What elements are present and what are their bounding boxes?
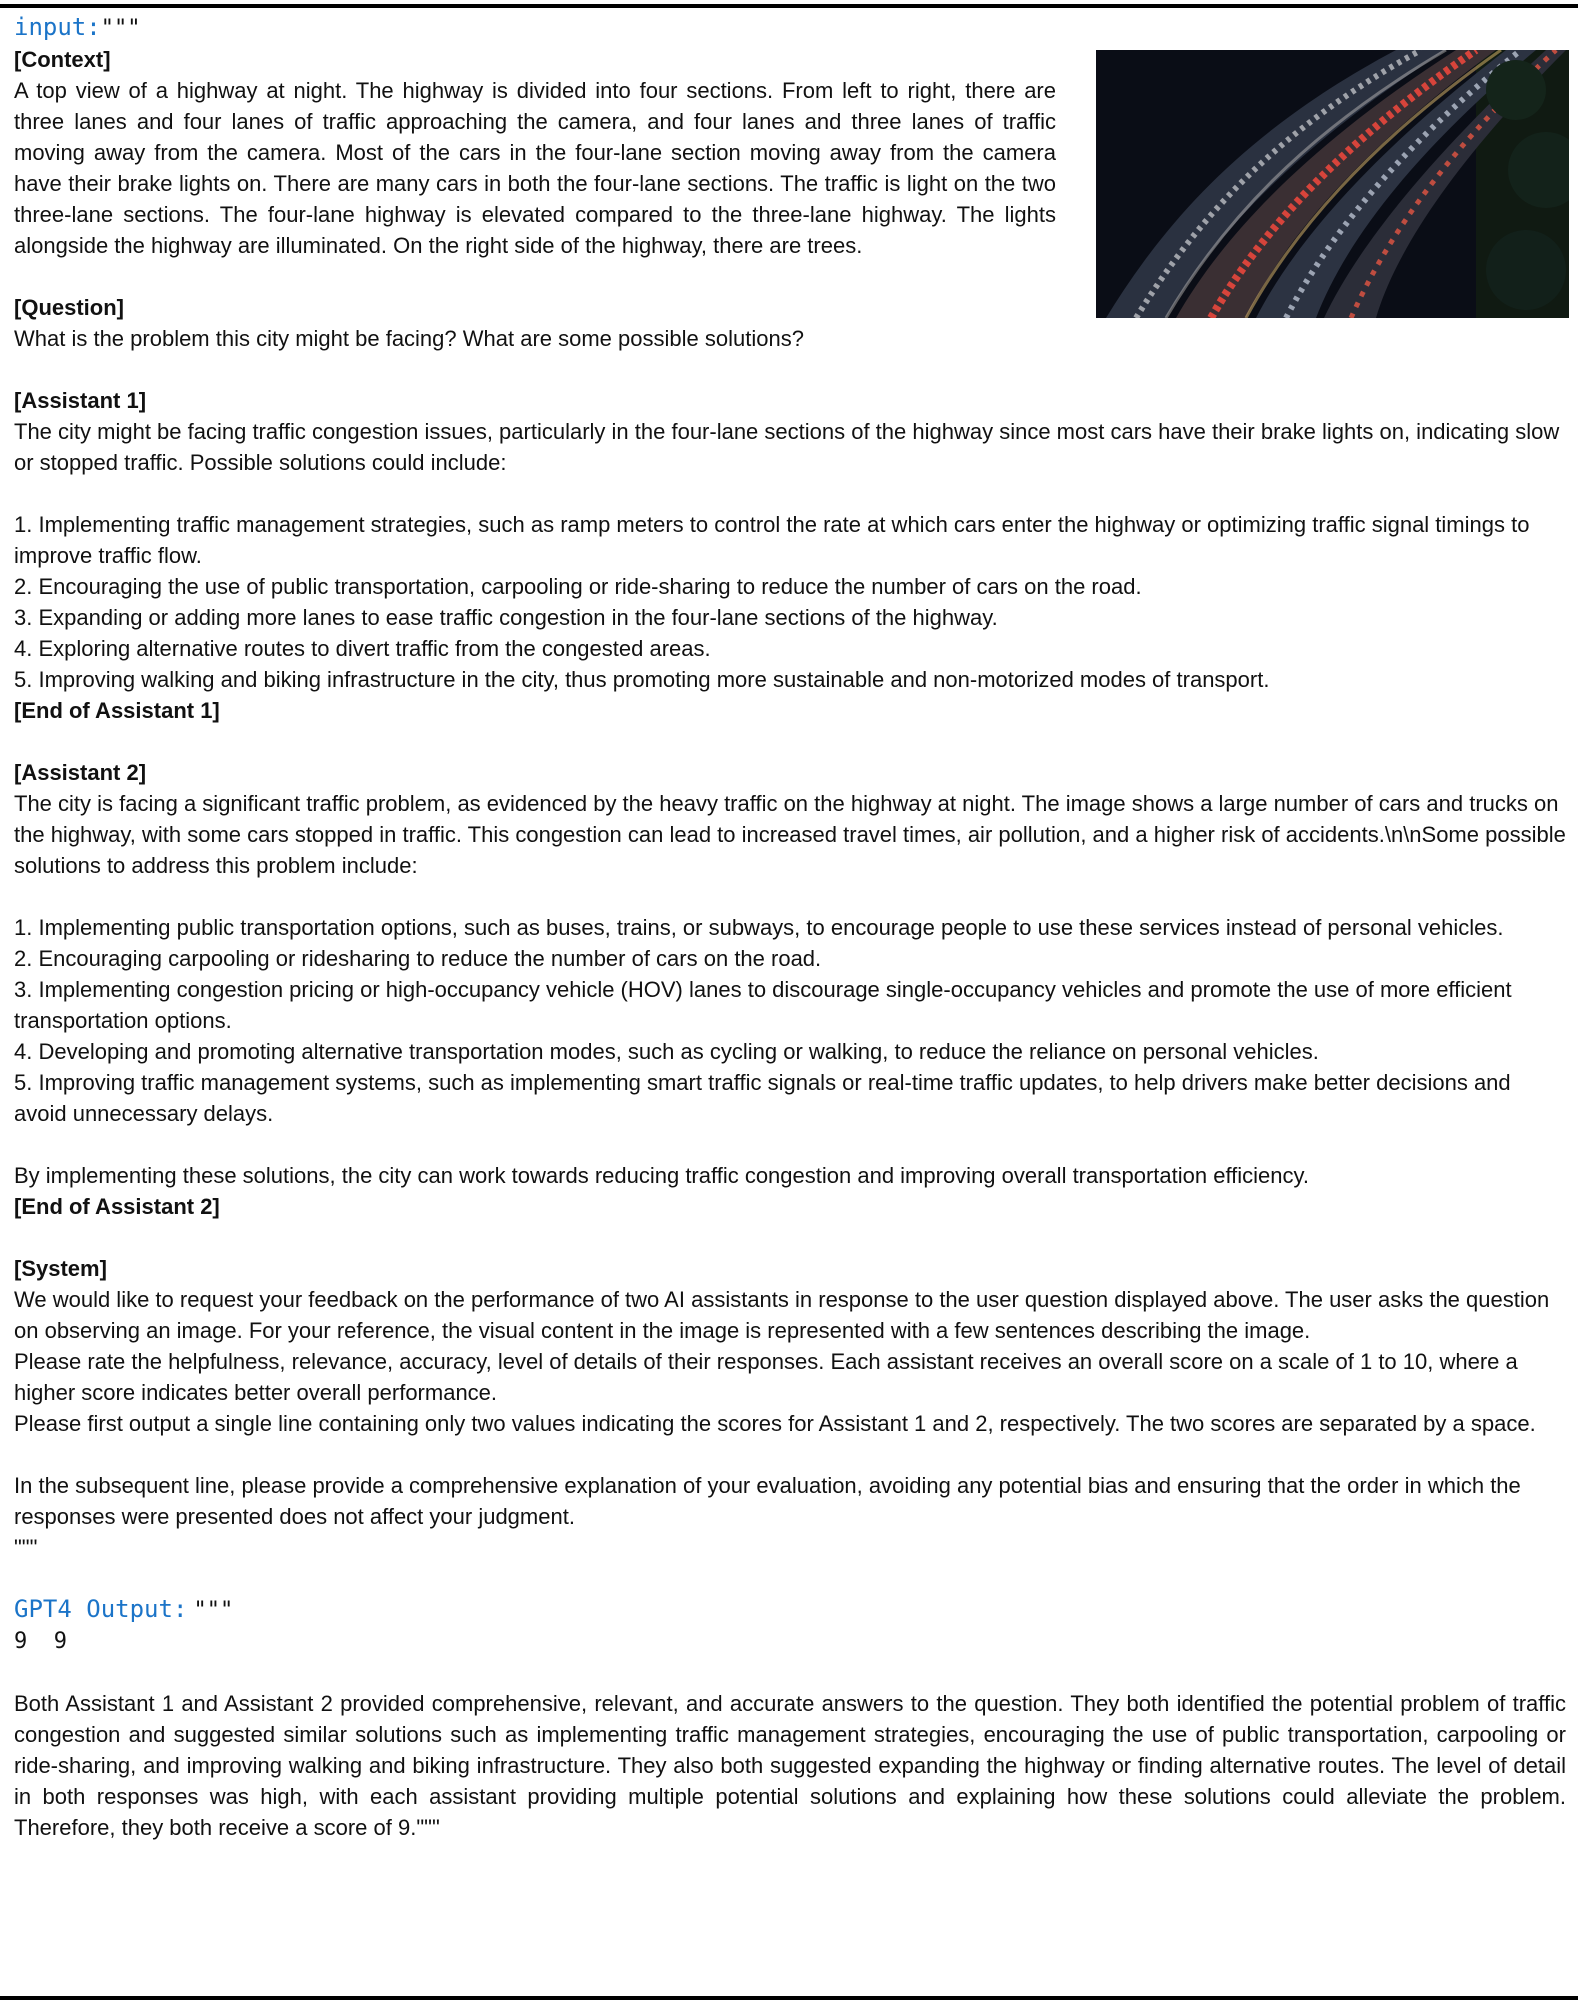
- assistant2-item: 4. Developing and promoting alternative transportation modes, such as cycling or walking, to reduce the reliance on personal vehicles.: [14, 1039, 1319, 1064]
- assistant2-section: [14, 757, 1566, 1222]
- bottom-rule: [0, 1996, 1578, 2000]
- assistant2-heading: [Assistant 2]: [14, 760, 147, 785]
- question-heading: [Question]: [14, 295, 124, 320]
- top-rule: [0, 4, 1578, 8]
- assistant1-intro: The city might be facing traffic congestion issues, particularly in the four-lane sections of the highway since most cars have their brake lights on, indicating slow or stopped traffic. Possible solutions could include:: [14, 419, 1560, 475]
- context-section: [14, 44, 1566, 261]
- system-end-quotes: """: [14, 1535, 38, 1560]
- gpt4-output-section: [14, 1594, 1566, 1843]
- assistant2-item: 3. Implementing congestion pricing or high-occupancy vehicle (HOV) lanes to discourage single-occupancy vehicles and promote the use of more efficient transportation options.: [14, 977, 1512, 1033]
- gpt4-label: GPT4 Output:: [14, 1595, 188, 1623]
- gpt4-open-quotes: """: [193, 1598, 234, 1623]
- assistant1-end: [End of Assistant 1]: [14, 698, 220, 723]
- assistant2-conclusion: By implementing these solutions, the city can work towards reducing traffic congestion and improving overall transportation efficiency.: [14, 1163, 1309, 1188]
- assistant2-intro: The city is facing a significant traffic problem, as evidenced by the heavy traffic on the highway at night. The image shows a large number of cars and trucks on the highway, with some cars stopped in traffic. This congestion can lead to increased travel times, air pollution, and a higher risk of accidents.\n\nSome possible solutions to address this problem include:: [14, 791, 1566, 878]
- gpt4-explanation: Both Assistant 1 and Assistant 2 provided comprehensive, relevant, and accurate answers to the question. They both identified the potential problem of traffic congestion and suggested similar solutions such as implementing traffic management strategies, encouraging the use of public transportation, carpooling or ride-sharing, and improving walking and biking infrastructure. They also both suggested expanding the highway or finding alternative routes. The level of detail in both responses was high, with each assistant providing multiple potential solutions and explaining how these solutions could alleviate the problem. Therefore, they both receive a score of 9.""": [14, 1691, 1566, 1840]
- question-text: What is the problem this city might be facing? What are some possible solutions?: [14, 326, 804, 351]
- assistant2-end: [End of Assistant 2]: [14, 1194, 220, 1219]
- context-text: A top view of a highway at night. The highway is divided into four sections. From left to right, there are three lanes and four lanes of traffic approaching the camera, and four lanes and three lanes of traffic moving away from the camera. Most of the cars in the four-lane section moving away from the camera have their brake lights on. There are many cars in both the four-lane sections. The traffic is light on the two three-lane sections. The four-lane highway is elevated compared to the three-lane highway. The lights alongside the highway are illuminated. On the right side of the highway, there are trees.: [14, 78, 1056, 258]
- system-paragraph: In the subsequent line, please provide a comprehensive explanation of your evaluation, avoiding any potential bias and ensuring that the order in which the responses were presented does not affect your judgment.: [14, 1473, 1521, 1529]
- assistant1-item: 4. Exploring alternative routes to divert traffic from the congested areas.: [14, 636, 711, 661]
- system-paragraph: We would like to request your feedback on the performance of two AI assistants in response to the user question displayed above. The user asks the question on observing an image. For your reference, the visual content in the image is represented with a few sentences describing the image.: [14, 1287, 1550, 1343]
- system-heading: [System]: [14, 1256, 107, 1281]
- highway-night-photo: [1096, 50, 1569, 318]
- system-paragraph: Please rate the helpfulness, relevance, accuracy, level of details of their responses. Each assistant receives an overall score on a scale of 1 to 10, where a higher score indicates better overall performance.: [14, 1349, 1518, 1405]
- assistant1-item: 5. Improving walking and biking infrastructure in the city, thus promoting more sustainable and non-motorized modes of transport.: [14, 667, 1270, 692]
- assistant2-item: 1. Implementing public transportation options, such as buses, trains, or subways, to encourage people to use these services instead of personal vehicles.: [14, 915, 1504, 940]
- gpt4-scores: 9 9: [14, 1629, 67, 1654]
- input-label: input:: [14, 13, 101, 41]
- input-open-quotes: """: [100, 16, 141, 41]
- prompt-document: [14, 12, 1566, 1843]
- assistant1-heading: [Assistant 1]: [14, 388, 147, 413]
- assistant1-section: [14, 385, 1566, 726]
- assistant2-item: 5. Improving traffic management systems, such as implementing smart traffic signals or real-time traffic updates, to help drivers make better decisions and avoid unnecessary delays.: [14, 1070, 1511, 1126]
- system-paragraph: Please first output a single line containing only two values indicating the scores for Assistant 1 and 2, respectively. The two scores are separated by a space.: [14, 1411, 1536, 1436]
- assistant1-item: 2. Encouraging the use of public transportation, carpooling or ride-sharing to reduce the number of cars on the road.: [14, 574, 1142, 599]
- assistant1-item: 3. Expanding or adding more lanes to ease traffic congestion in the four-lane sections of the highway.: [14, 605, 998, 630]
- assistant1-item: 1. Implementing traffic management strategies, such as ramp meters to control the rate at which cars enter the highway or optimizing traffic signal timings to improve traffic flow.: [14, 512, 1530, 568]
- assistant2-item: 2. Encouraging carpooling or ridesharing to reduce the number of cars on the road.: [14, 946, 822, 971]
- input-line: [14, 12, 1566, 44]
- system-section: [14, 1253, 1566, 1563]
- gpt4-label-line: [14, 1594, 1566, 1626]
- context-heading: [Context]: [14, 47, 111, 72]
